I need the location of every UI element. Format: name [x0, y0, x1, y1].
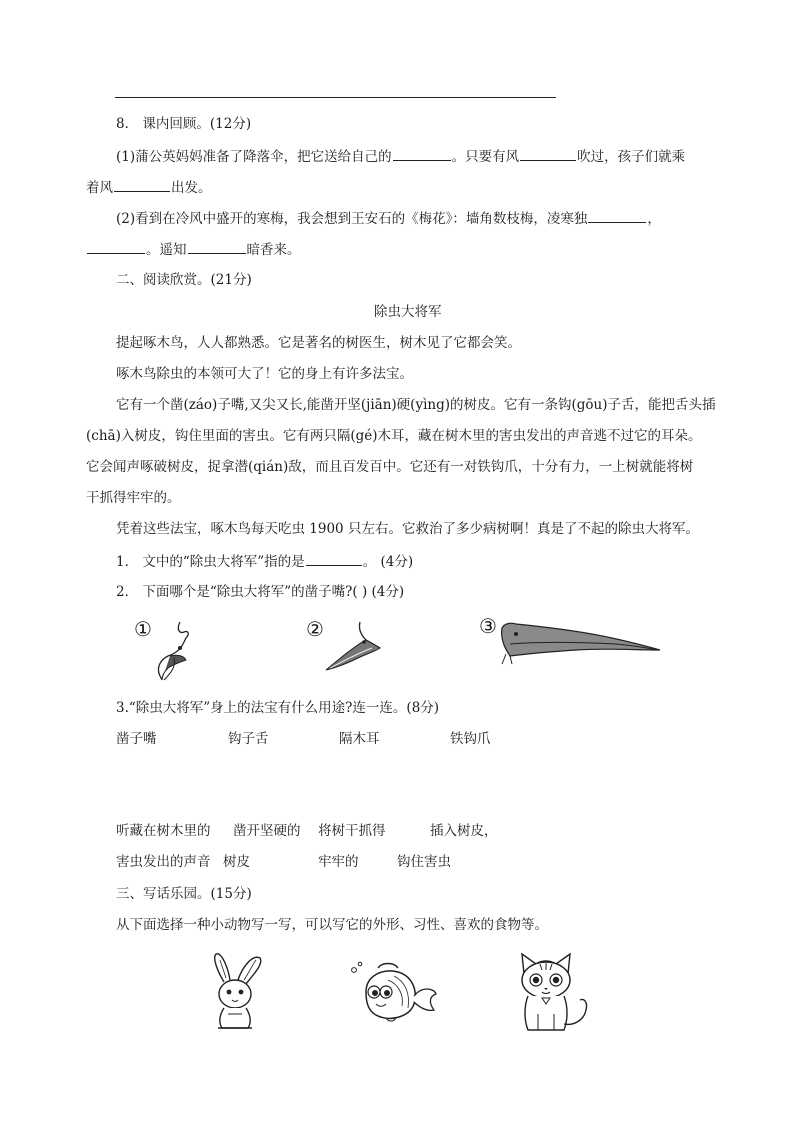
- q8-text-4a: 。遥知: [146, 242, 187, 258]
- rabbit-image[interactable]: [204, 952, 268, 1032]
- beak-option-3-image[interactable]: [496, 620, 666, 666]
- part2-heading: 二、阅读欣赏。(21分): [116, 272, 252, 288]
- cat-image[interactable]: [514, 950, 594, 1034]
- option-3-label: ③: [479, 614, 497, 638]
- answer-blank[interactable]: [520, 146, 576, 161]
- q8-text-4b: 暗香来。: [246, 242, 301, 258]
- passage-p2: 啄木鸟除虫的本领可大了！它的身上有许多法宝。: [116, 366, 413, 382]
- q8-heading: 8． 课内回顾。(12分): [116, 116, 252, 132]
- use-4-line-2[interactable]: 钩住害虫: [397, 854, 451, 870]
- part3-prompt: 从下面选择一种小动物写一写，可以写它的外形、习性、喜欢的食物等。: [116, 917, 548, 933]
- passage-p3-line4: 干抓得牢牢的。: [86, 490, 181, 506]
- question-1: [116, 551, 413, 572]
- passage-p3-line3: 它会闻声啄破树皮，捉拿潜(qián)敌，而且百发百中。它还有一对铁钩爪，十分有力，一上树就能将树: [86, 459, 694, 475]
- answer-blank[interactable]: [114, 177, 170, 192]
- q8-line-2: [86, 177, 212, 198]
- passage-p4: 凭着这些法宝，啄木鸟每天吃虫 1900 只左右。它救治了多少病树啊！真是了不起的除虫大将军。: [116, 521, 699, 537]
- use-3-line-1[interactable]: 将树干抓得: [318, 823, 386, 839]
- fish-image[interactable]: [348, 960, 440, 1024]
- q8-line-3: [116, 208, 661, 229]
- passage-p3-line2: (chā)入树皮，钩住里面的害虫。它有两只隔(gé)木耳，藏在树木里的害虫发出的声音逃不过它的耳朵。: [86, 428, 702, 444]
- tool-gemuer[interactable]: 隔木耳: [339, 731, 380, 747]
- q8-text-3a: (2)看到在冷风中盛开的寒梅，我会想到王安石的《梅花》：墙角数枝梅，凌寒独: [116, 211, 588, 227]
- passage-title: 除虫大将军: [374, 304, 442, 320]
- option-2-label: ②: [306, 617, 324, 641]
- question-1-score: 。 (4分): [362, 554, 414, 570]
- use-3-line-2[interactable]: 牢牢的: [318, 854, 359, 870]
- q8-text-3b: ，: [647, 211, 661, 227]
- tool-tiegouzhua[interactable]: 铁钩爪: [450, 731, 491, 747]
- answer-blank[interactable]: [188, 239, 246, 254]
- use-2-line-2[interactable]: 树皮: [223, 854, 250, 870]
- tool-zaozizui[interactable]: 凿子嘴: [116, 731, 157, 747]
- use-1-line-1[interactable]: 听藏在树木里的: [116, 823, 211, 839]
- question-3: 3.“除虫大将军”身上的法宝有什么用途?连一连。(8分): [116, 700, 440, 716]
- q8-text-2a: 着风: [86, 180, 113, 196]
- q8-text-2b: 出发。: [171, 180, 212, 196]
- question-1-text: 1． 文中的“除虫大将军”指的是: [116, 554, 305, 570]
- q8-line-1: [116, 146, 685, 167]
- answer-blank[interactable]: [306, 551, 362, 566]
- use-2-line-1[interactable]: 凿开坚硬的: [233, 823, 301, 839]
- answer-blank[interactable]: [393, 146, 451, 161]
- passage-p1: 提起啄木鸟，人人都熟悉。它是著名的树医生，树木见了它都会笑。: [116, 335, 521, 351]
- beak-option-1-image[interactable]: [150, 620, 200, 684]
- use-4-line-1[interactable]: 插入树皮，: [430, 823, 498, 839]
- top-rule: [115, 97, 556, 98]
- beak-option-2-image[interactable]: [322, 620, 384, 674]
- q8-text-1b: 。只要有风: [451, 149, 520, 165]
- use-1-line-2[interactable]: 害虫发出的声音: [116, 854, 211, 870]
- part3-heading: 三、写话乐园。(15分): [116, 886, 252, 902]
- option-1-label: ①: [134, 617, 152, 641]
- q8-text-1a: (1)蒲公英妈妈准备了降落伞，把它送给自己的: [116, 149, 392, 165]
- tool-gouzishe[interactable]: 钩子舌: [228, 731, 269, 747]
- answer-blank[interactable]: [87, 239, 145, 254]
- question-2: 2． 下面哪个是“除虫大将军”的凿子嘴?( ) (4分): [116, 584, 405, 600]
- answer-blank[interactable]: [588, 208, 646, 223]
- q8-text-1c: 吹过，孩子们就乘: [577, 149, 686, 165]
- passage-p3-line1: 它有一个凿(záo)子嘴,又尖又长,能凿开坚(jiān)硬(yìng)的树皮。它有一条钩(gōu)子舌，能把舌头插: [116, 397, 716, 413]
- q8-line-4: [86, 239, 301, 260]
